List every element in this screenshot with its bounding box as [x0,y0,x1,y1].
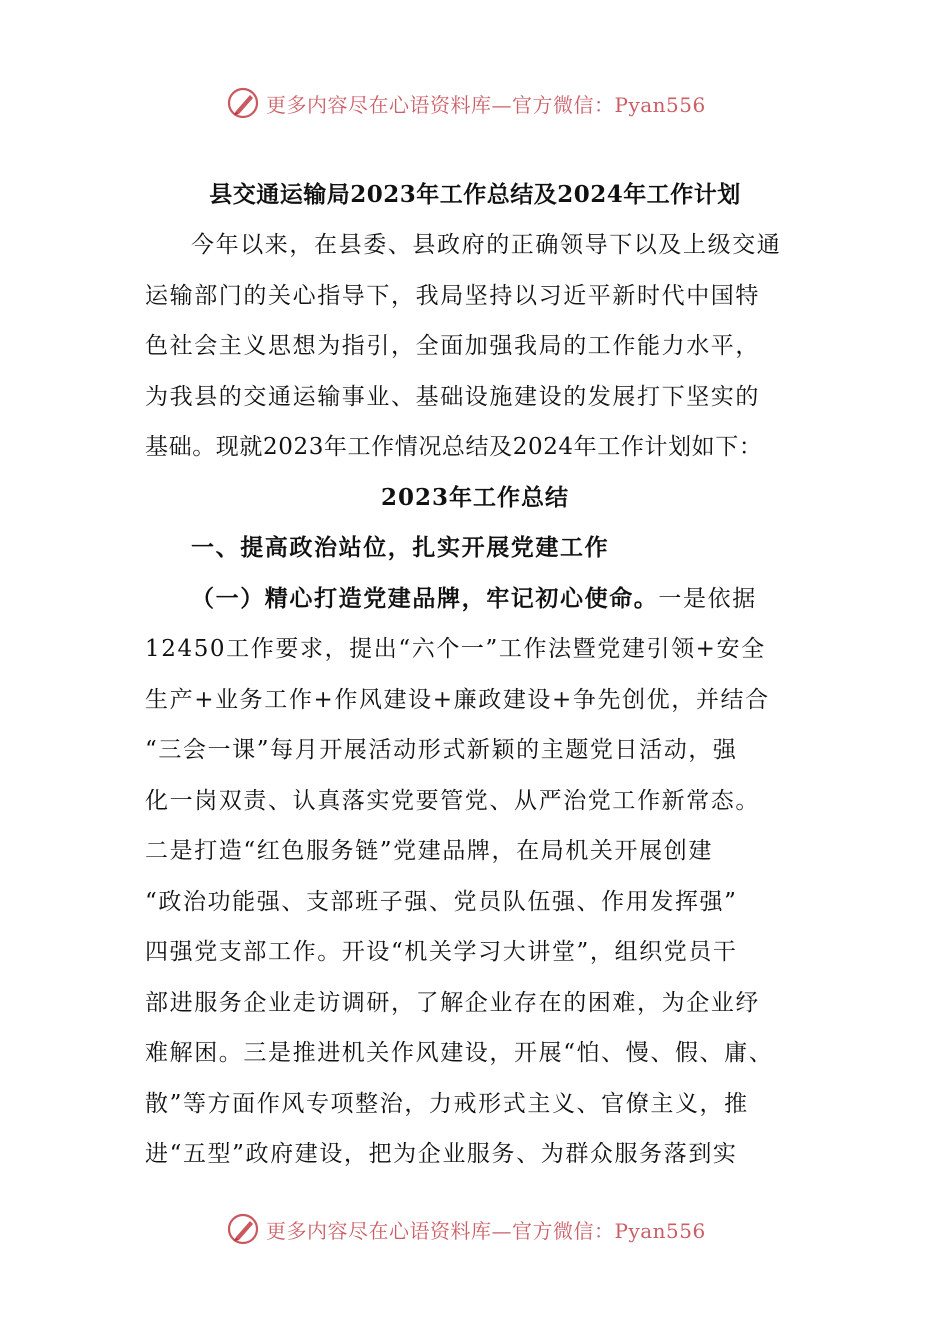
body-line: “三会一课”每月开展活动形式新颖的主题党日活动，强 [145,737,738,763]
pen-logo-icon [226,1212,260,1246]
body-line: 部进服务企业走访调研，了解企业存在的困难，为企业纾 [145,989,760,1016]
body-line: 二是打造“红色服务链”党建品牌，在局机关开展创建 [145,838,713,864]
body-line: 进“五型”政府建设，把为企业服务、为群众服务落到实 [145,1141,738,1167]
watermark-banner-top [226,83,746,123]
intro-line: 为我县的交通运输事业、基础设施建设的发展打下坚实的 [145,383,760,410]
body-line: “政治功能强、支部班子强、党员队伍强、作用发挥强” [145,888,738,915]
sub-heading-tail: 一是依据 [658,585,757,612]
heading-1: 一、提高政治站位，扎实开展党建工作 [191,534,610,561]
body-line: 12450工作要求，提出“六个一”工作法暨党建引领+安全 [145,636,766,662]
body-line: 生产+业务工作+作风建设+廉政建设+争先创优，并结合 [145,686,770,713]
intro-line: 基础。现就2023年工作情况总结及2024年工作计划如下： [145,434,763,460]
watermark-banner-bottom [226,1209,746,1249]
watermark-text: 更多内容尽在心语资料库—官方微信：Pyan556 [266,1218,706,1243]
document-title: 县交通运输局2023年工作总结及2024年工作计划 [209,181,741,208]
body-line: 四强党支部工作。开设“机关学习大讲堂”，组织党员干 [145,939,738,965]
document-body [145,170,805,1180]
section-title: 2023年工作总结 [380,483,569,511]
body-line: 化一岗双责、认真落实党要管党、从严治党工作新常态。 [145,787,760,814]
body-line: 散”等方面作风专项整治，力戒形式主义、官僚主义，推 [145,1090,749,1117]
body-line: 难解困。三是推进机关作风建设，开展“怕、慢、假、庸、 [145,1040,774,1066]
intro-line: 色社会主义思想为指引，全面加强我局的工作能力水平， [145,333,760,359]
pen-logo-icon [226,86,260,120]
intro-line: 运输部门的关心指导下，我局坚持以习近平新时代中国特 [145,282,760,309]
sub-heading-line [145,574,805,625]
sub-heading: （一）精心打造党建品牌，牢记初心使命。 [191,584,659,612]
intro-line: 今年以来，在县委、县政府的正确领导下以及上级交通 [191,232,782,258]
watermark-text: 更多内容尽在心语资料库—官方微信：Pyan556 [266,92,706,117]
